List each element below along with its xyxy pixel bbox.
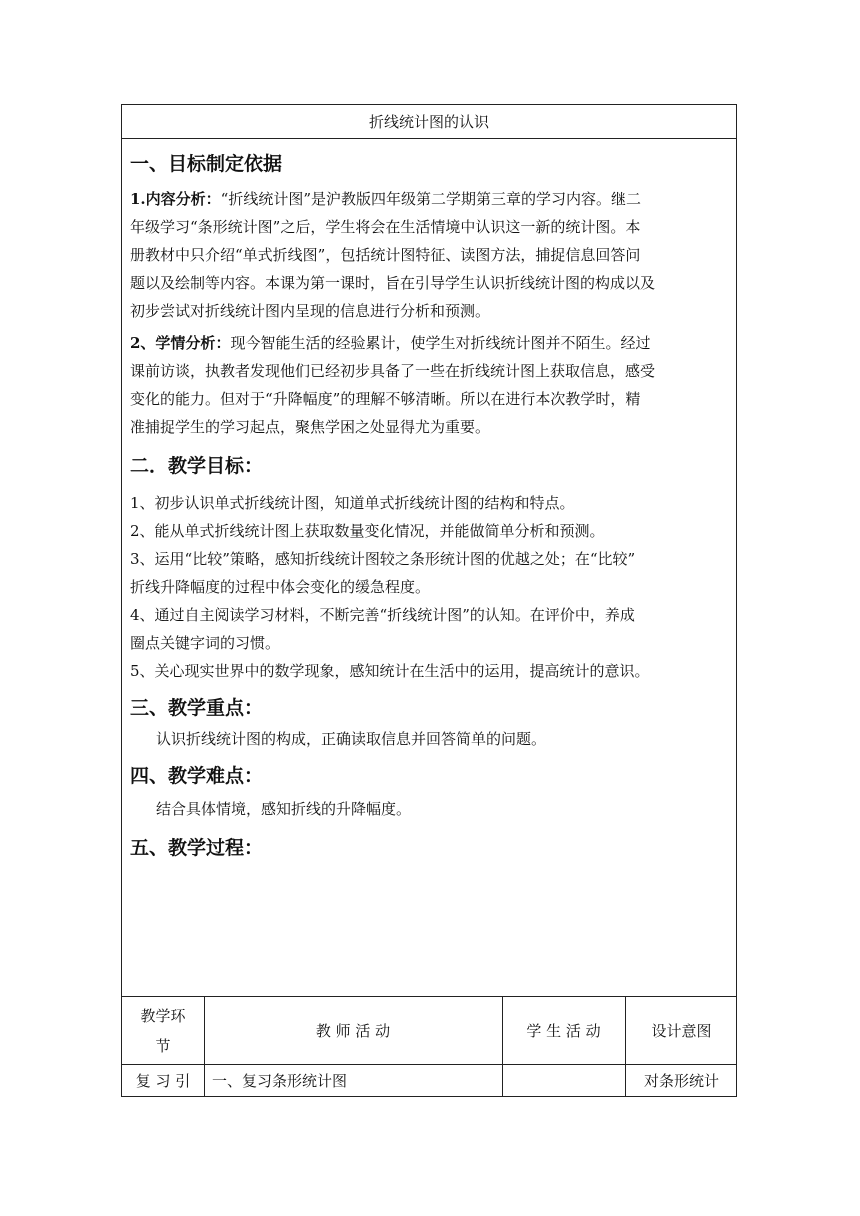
header-design-intent: 设计意图 <box>651 1022 712 1040</box>
objective-line: 4、通过自主阅读学习材料，不断完善“折线统计图”的认知。在评价中，养成 <box>130 606 635 624</box>
key-points-text: 认识折线统计图的构成，正确读取信息并回答简单的问题。 <box>156 730 547 748</box>
header-student-activity: 学 生 活 动 <box>526 1022 601 1040</box>
objective-line: 圈点关键字词的习惯。 <box>130 634 281 652</box>
content-analysis-line: 册教材中只介绍“单式折线图”，包括统计图特征、读图方法，捕捉信息回答问 <box>130 246 641 264</box>
learner-analysis-line: 现今智能生活的经验累计，使学生对折线统计图并不陌生。经过 <box>230 334 651 352</box>
content-analysis-line: 初步尝试对折线统计图内呈现的信息进行分析和预测。 <box>130 302 491 320</box>
content-analysis-line: 年级学习“条形统计图”之后，学生将会在生活情境中认识这一新的统计图。本 <box>130 218 641 236</box>
content-analysis-paragraph <box>130 185 730 325</box>
header-stage-line2: 节 <box>155 1036 171 1055</box>
section-heading-basis: 一、目标制定依据 <box>130 153 283 175</box>
objective-line: 5、关心现实世界中的数学现象，感知统计在生活中的运用，提高统计的意识。 <box>130 662 650 680</box>
objective-line: 折线升降幅度的过程中体会变化的缓急程度。 <box>130 578 431 596</box>
content-analysis-label: 1.内容分析： <box>130 190 221 208</box>
header-teacher-activity: 教 师 活 动 <box>315 1022 391 1040</box>
page-title: 折线统计图的认识 <box>122 105 736 139</box>
objective-line: 3、运用“比较”策略，感知折线统计图较之条形统计图的优越之处；在“比较” <box>130 550 636 568</box>
objectives-list <box>130 489 730 685</box>
difficulties-text: 结合具体情境，感知折线的升降幅度。 <box>156 800 412 818</box>
row-student-cell <box>502 1064 625 1097</box>
objective-line: 2、能从单式折线统计图上获取数量变化情况，并能做简单分析和预测。 <box>130 522 605 540</box>
objective-line: 1、初步认识单式折线统计图，知道单式折线统计图的结构和特点。 <box>130 494 575 512</box>
learner-analysis-paragraph <box>130 329 730 441</box>
header-stage <box>122 997 204 1064</box>
header-stage-line1: 教学环 <box>140 1006 186 1025</box>
row-stage-cell: 复 习 引 <box>135 1072 191 1090</box>
document-frame <box>121 104 737 1097</box>
learner-analysis-line: 变化的能力。但对于“升降幅度”的理解不够清晰。所以在进行本次教学时，精 <box>130 390 641 408</box>
learner-analysis-line: 课前访谈，执教者发现他们已经初步具备了一些在折线统计图上获取信息，感受 <box>130 362 656 380</box>
document-body <box>130 143 730 863</box>
section-heading-key-points: 三、教学重点： <box>130 697 264 719</box>
learner-analysis-label: 2、学情分析： <box>130 334 231 352</box>
section-heading-difficulties: 四、教学难点： <box>130 765 264 787</box>
section-heading-objectives: 二．教学目标： <box>130 455 264 477</box>
process-table <box>122 996 736 1097</box>
content-analysis-line: “折线统计图”是沪教版四年级第二学期第三章的学习内容。继二 <box>220 190 642 208</box>
learner-analysis-line: 准捕捉学生的学习起点，聚焦学困之处显得尤为重要。 <box>130 418 491 436</box>
content-analysis-line: 题以及绘制等内容。本课为第一课时，旨在引导学生认识折线统计图的构成以及 <box>130 274 656 292</box>
row-teacher-cell: 一、复习条形统计图 <box>212 1072 348 1090</box>
row-intent-cell: 对条形统计 <box>643 1072 719 1090</box>
section-heading-process: 五、教学过程： <box>130 837 264 859</box>
